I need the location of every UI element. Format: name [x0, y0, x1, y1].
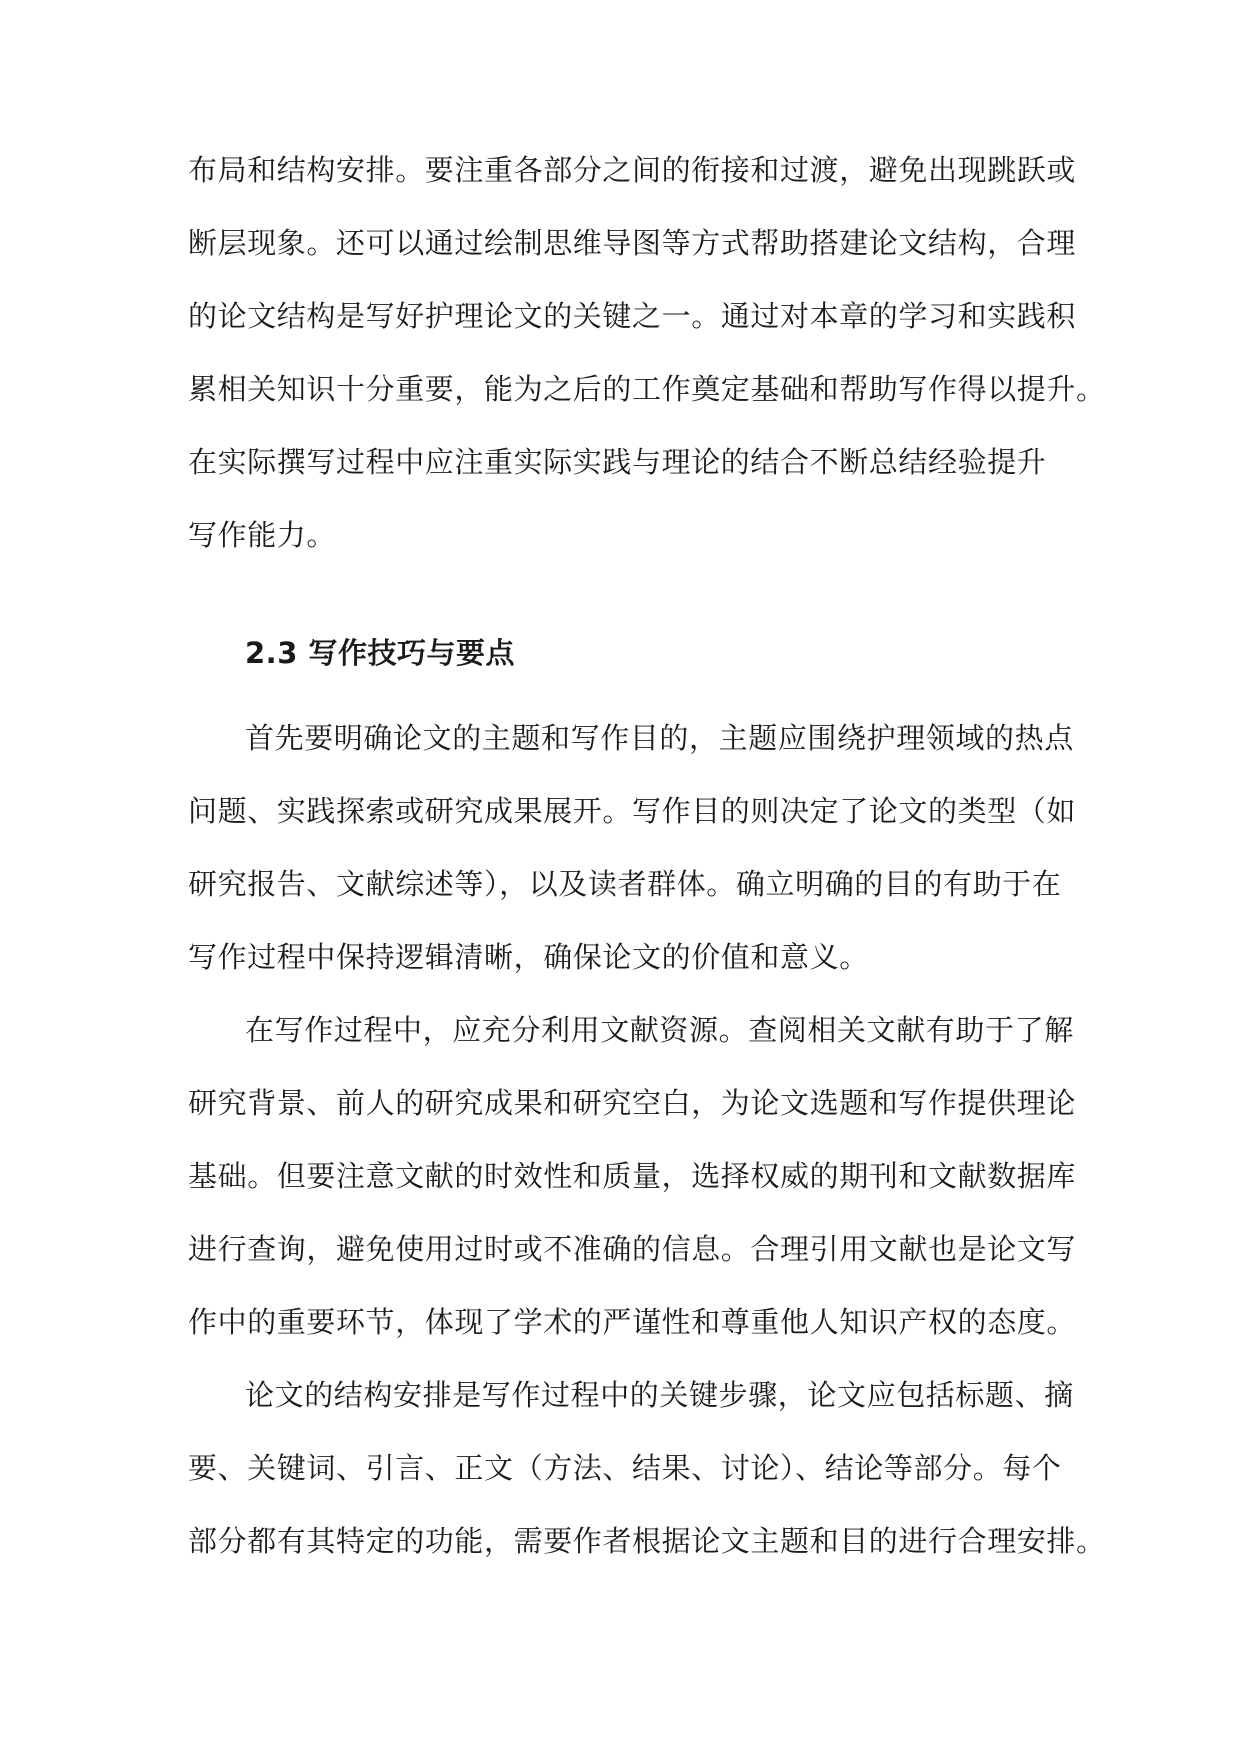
text-line: 基础。但要注意文献的时效性和质量，选择权威的期刊和文献数据库 [188, 1159, 1077, 1193]
text-line: 首先要明确论文的主题和写作目的，主题应围绕护理领域的热点 [245, 721, 1074, 755]
text-line: 论文的结构安排是写作过程中的关键步骤，论文应包括标题、摘 [245, 1378, 1074, 1412]
section-heading: 2.3 写作技巧与要点 [245, 636, 515, 670]
text-line: 累相关知识十分重要，能为之后的工作奠定基础和帮助写作得以提升。 [188, 372, 1106, 406]
text-line: 部分都有其特定的功能，需要作者根据论文主题和目的进行合理安排。 [188, 1524, 1106, 1558]
text-line: 研究报告、文献综述等），以及读者群体。确立明确的目的有助于在 [188, 867, 1062, 901]
text-line: 断层现象。还可以通过绘制思维导图等方式帮助搭建论文结构，合理 [188, 226, 1077, 260]
text-line: 写作过程中保持逻辑清晰，确保论文的价值和意义。 [188, 940, 869, 974]
text-line: 研究背景、前人的研究成果和研究空白，为论文选题和写作提供理论 [188, 1086, 1077, 1120]
text-line: 的论文结构是写好护理论文的关键之一。通过对本章的学习和实践积 [188, 299, 1077, 333]
text-line: 作中的重要环节，体现了学术的严谨性和尊重他人知识产权的态度。 [188, 1305, 1077, 1339]
text-line: 问题、实践探索或研究成果展开。写作目的则决定了论文的类型（如 [188, 794, 1077, 828]
text-line: 要、关键词、引言、正文（方法、结果、讨论）、结论等部分。每个 [188, 1451, 1062, 1485]
text-line: 在写作过程中，应充分利用文献资源。查阅相关文献有助于了解 [245, 1013, 1074, 1047]
text-line: 进行查询，避免使用过时或不准确的信息。合理引用文献也是论文写 [188, 1232, 1077, 1266]
text-line: 布局和结构安排。要注重各部分之间的衔接和过渡，避免出现跳跃或 [188, 153, 1077, 187]
text-line: 在实际撰写过程中应注重实际实践与理论的结合不断总结经验提升 [188, 445, 1047, 479]
text-line: 写作能力。 [188, 518, 337, 552]
